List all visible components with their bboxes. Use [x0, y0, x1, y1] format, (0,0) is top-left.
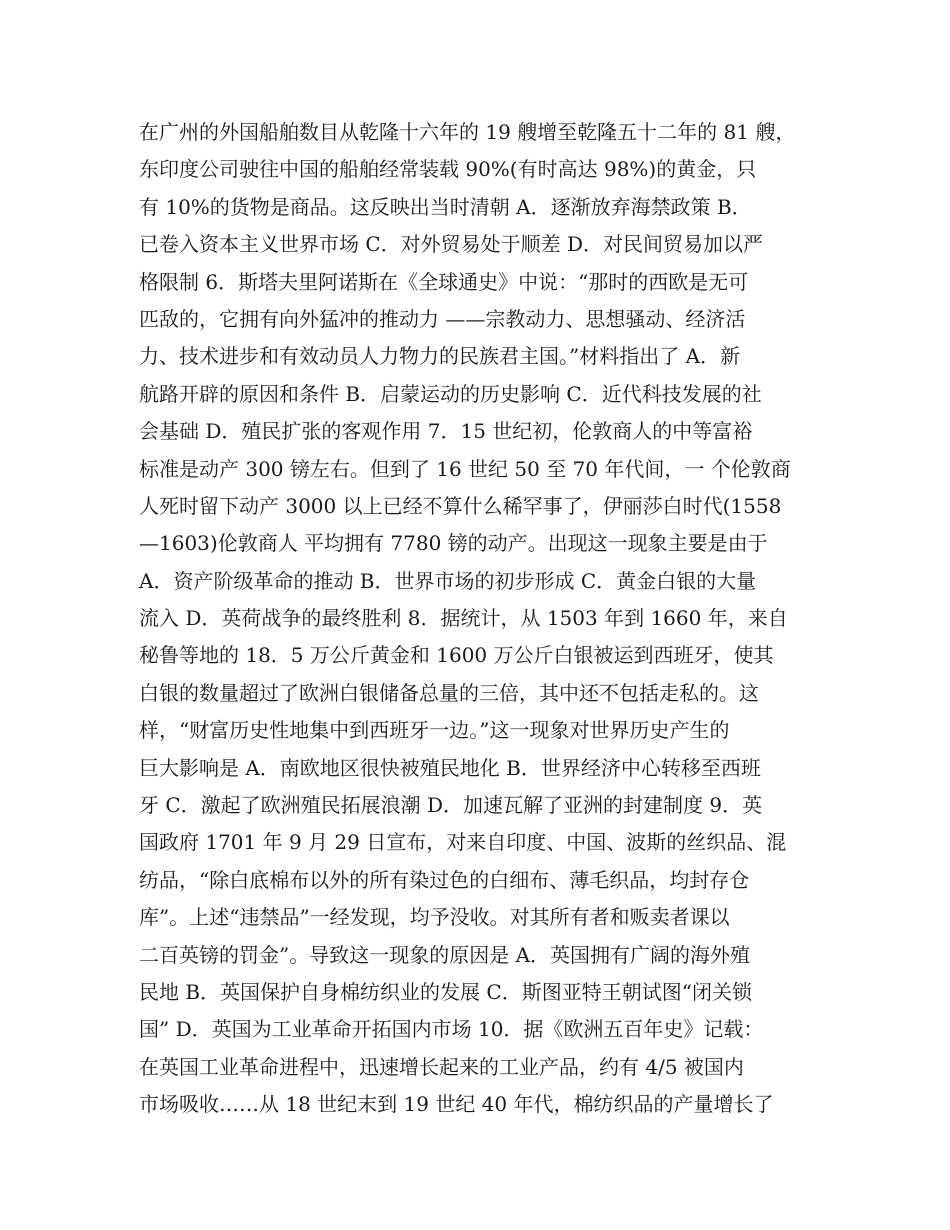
text-line: 标准是动产 300 镑左右。但到了 16 世纪 50 至 70 年代间，一 个伦敦商 — [139, 456, 791, 481]
text-line: 航路开辟的原因和条件 B．启蒙运动的历史影响 C．近代科技发展的社 — [139, 381, 762, 406]
text-line: —1603)伦敦商人 平均拥有 7780 镑的动产。出现这一现象主要是由于 — [139, 531, 768, 556]
text-line: 东印度公司驶往中国的船舶经常装载 90%(有时高达 98%)的黄金，只 — [139, 157, 757, 182]
text-line: 白银的数量超过了欧洲白银储备总量的三倍，其中还不包括走私的。这 — [139, 680, 759, 705]
text-line: 国” D．英国为工业革命开拓国内市场 10．据《欧洲五百年史》记载： — [139, 1017, 764, 1042]
text-line: 巨大影响是 A．南欧地区很快被殖民地化 B．世界经济中心转移至西班 — [139, 755, 761, 780]
text-line: 在英国工业革命进程中，迅速增长起来的工业产品，约有 4/5 被国内 — [139, 1054, 744, 1079]
text-line: 会基础 D．殖民扩张的客观作用 7．15 世纪初，伦敦商人的中等富裕 — [139, 419, 753, 444]
text-line: 牙 C．激起了欧洲殖民拓展浪潮 D．加速瓦解了亚洲的封建制度 9．英 — [139, 793, 763, 818]
text-line: 流入 D．英荷战争的最终胜利 8．据统计，从 1503 年到 1660 年，来自 — [139, 606, 788, 631]
text-line: 国政府 1701 年 9 月 29 日宣布，对来自印度、中国、波斯的丝织品、混 — [139, 830, 787, 855]
text-line: 格限制 6．斯塔夫里阿诺斯在《全球通史》中说：“那时的西欧是无可 — [139, 269, 749, 294]
text-line: 样，“财富历史性地集中到西班牙一边。”这一现象对世界历史产生的 — [139, 718, 730, 743]
text-line: 有 10%的货物是商品。这反映出当时清朝 A．逐渐放弃海禁政策 B． — [139, 194, 752, 219]
text-line: 匹敌的，它拥有向外猛冲的推动力 ——宗教动力、思想骚动、经济活 — [139, 306, 746, 331]
body-text — [139, 114, 829, 1124]
text-line: 市场吸收……从 18 世纪末到 19 世纪 40 年代，棉纺织品的产量增长了 — [139, 1092, 774, 1117]
text-line: 力、技术进步和有效动员人力物力的民族君主国。”材料指出了 A．新 — [139, 344, 741, 369]
text-line: 二百英镑的罚金”。导致这一现象的原因是 A．英国拥有广阔的海外殖 — [139, 942, 751, 967]
text-line: 秘鲁等地的 18．5 万公斤黄金和 1600 万公斤白银被运到西班牙，使其 — [139, 643, 774, 668]
text-line: 在广州的外国船舶数目从乾隆十六年的 19 艘增至乾隆五十二年的 81 艘， — [139, 120, 796, 144]
text-line: 已卷入资本主义世界市场 C．对外贸易处于顺差 D．对民间贸易加以严 — [139, 232, 764, 257]
text-line: 纺品，“除白底棉布以外的所有染过色的白细布、薄毛织品，均封存仓 — [139, 867, 750, 892]
text-line: A．资产阶级革命的推动 B．世界市场的初步形成 C．黄金白银的大量 — [139, 568, 757, 593]
text-line: 民地 B．英国保护自身棉纺织业的发展 C．斯图亚特王朝试图“闭关锁 — [139, 979, 752, 1004]
text-line: 人死时留下动产 3000 以上已经不算什么稀罕事了，伊丽莎白时代(1558 — [139, 493, 782, 518]
text-line: 库”。上述“违禁品”一经发现，均予没收。对其所有者和贩卖者课以 — [139, 905, 730, 930]
